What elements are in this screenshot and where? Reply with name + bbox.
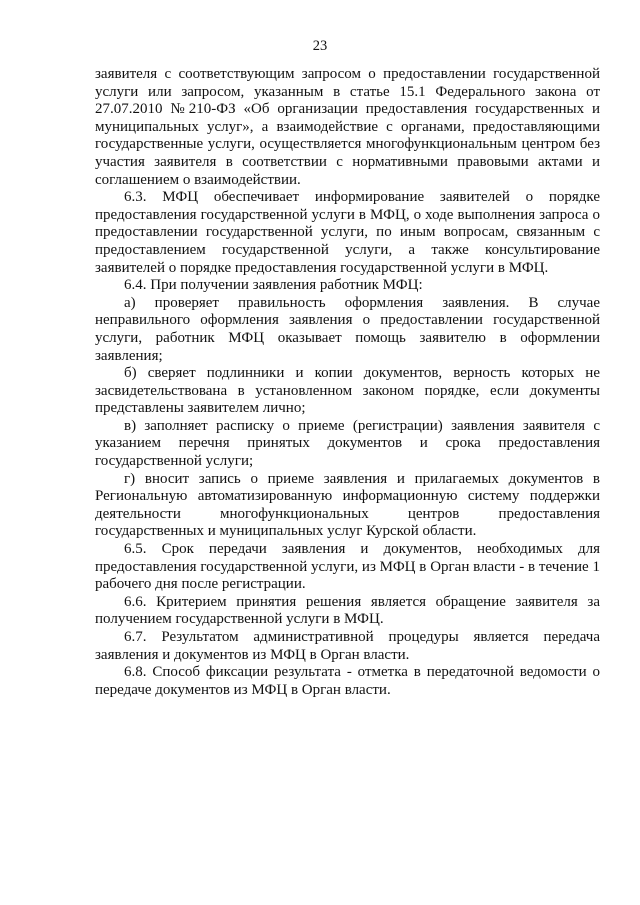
document-body (95, 66, 600, 699)
paragraph-6-6: 6.6. Критерием принятия решения является обращение заявителя за получением государственной услуги в МФЦ. (95, 593, 600, 628)
paragraph-6-5: 6.5. Срок передачи заявления и документов, необходимых для предоставления государственной услуги, из МФЦ в Орган власти - в течение 1 рабочего дня после регистрации. (95, 541, 600, 593)
page-number: 23 (312, 38, 328, 54)
list-item-v: в) заполняет расписку о приеме (регистрации) заявления заявителя с указанием перечня принятых документов и срока предоставления государственной услуги; (95, 417, 600, 470)
paragraph-6-7: 6.7. Результатом административной процедуры является передача заявления и документов из МФЦ в Орган власти. (95, 629, 600, 663)
paragraph-continuation: заявителя с соответствующим запросом о предоставлении государственной услуги или запросом, указанным в статье 15.1 Федерального закона от 27.07.2010 №210-ФЗ «Об организации предоставления государственных и муниципальных услуг», а взаимодействие с органами, предоставляющими государственные услуги, осуществляется многофункциональным центром без участия заявителя в соответствии с нормативными правовыми актами и соглашением о взаимодействии. (95, 66, 600, 188)
paragraph-6-3: 6.3. МФЦ обеспечивает информирование заявителей о порядке предоставления государственной услуги в МФЦ, о ходе выполнения запроса о предоставлении государственной услуги, по иным вопросам, связанным с предоставлением государственной услуги, а также консультирование заявителей о порядке предоставления государственной услуги в МФЦ. (95, 189, 600, 276)
list-item-b: б) сверяет подлинники и копии документов, верность которых не засвидетельствована в установленном законом порядке, если документы представлены заявителем лично; (95, 365, 600, 417)
list-item-a: а) проверяет правильность оформления заявления. В случае неправильного оформления заявления о предоставлении государственной услуги, работник МФЦ оказывает помощь заявителю в оформлении заявления; (95, 294, 600, 364)
list-item-g: г) вносит запись о приеме заявления и прилагаемых документов в Региональную автоматизированную информационную систему поддержки деятельности многофункциональных центров предоставления государственных и муниципальных услуг Курской области. (95, 470, 600, 540)
paragraph-6-4: 6.4. При получении заявления работник МФЦ: (124, 277, 423, 294)
paragraph-6-8: 6.8. Способ фиксации результата - отметка в передаточной ведомости о передаче документов из МФЦ в Орган власти. (95, 664, 600, 698)
